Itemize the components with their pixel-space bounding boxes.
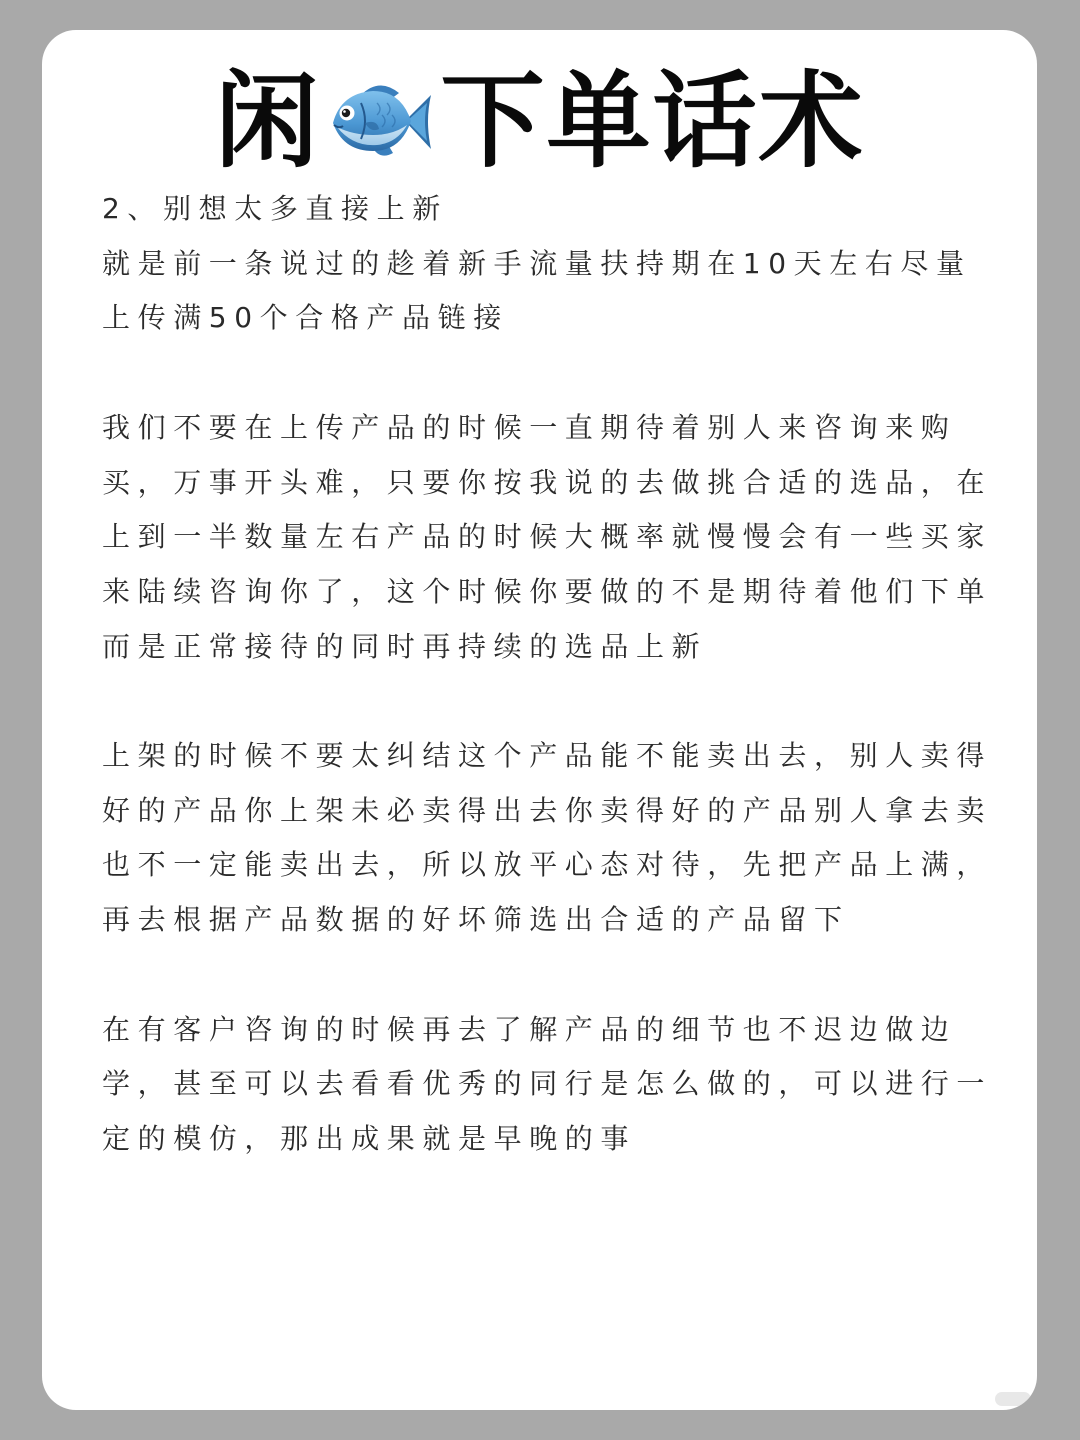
page-title — [42, 56, 1037, 186]
paragraph-gap — [102, 674, 992, 729]
paragraph-3: 上架的时候不要太纠结这个产品能不能卖出去，别人卖得好的产品你上架未必卖得出去你卖得好的产品别人拿去卖也不一定能卖出去，所以放平心态对待，先把产品上满，再去根据产品数据的好坏筛选出合适的产品留下 — [102, 739, 993, 937]
article-body — [102, 182, 992, 1167]
fish-icon — [327, 73, 435, 169]
watermark — [995, 1392, 1031, 1406]
paragraph-gap — [102, 346, 992, 401]
title-part-2: 下单话术 — [440, 60, 865, 182]
paragraph-4: 在有客户咨询的时候再去了解产品的细节也不迟边做边学，甚至可以去看看优秀的同行是怎么做的，可以进行一定的模仿，那出成果就是早晚的事 — [102, 1012, 993, 1155]
paragraph-gap — [102, 948, 992, 1003]
paragraph-1: 2、别想太多直接上新 就是前一条说过的趁着新手流量扶持期在10天左右尽量上传满50个合格产品链接 — [102, 192, 972, 335]
title-part-1: 闲 — [214, 60, 321, 182]
post-card — [42, 30, 1037, 1410]
paragraph-2: 我们不要在上传产品的时候一直期待着别人来咨询来购买，万事开头难，只要你按我说的去做挑合适的选品，在上到一半数量左右产品的时候大概率就慢慢会有一些买家来陆续咨询你了，这个时候你要做的不是期待着他们下单而是正常接待的同时再持续的选品上新 — [102, 410, 993, 663]
